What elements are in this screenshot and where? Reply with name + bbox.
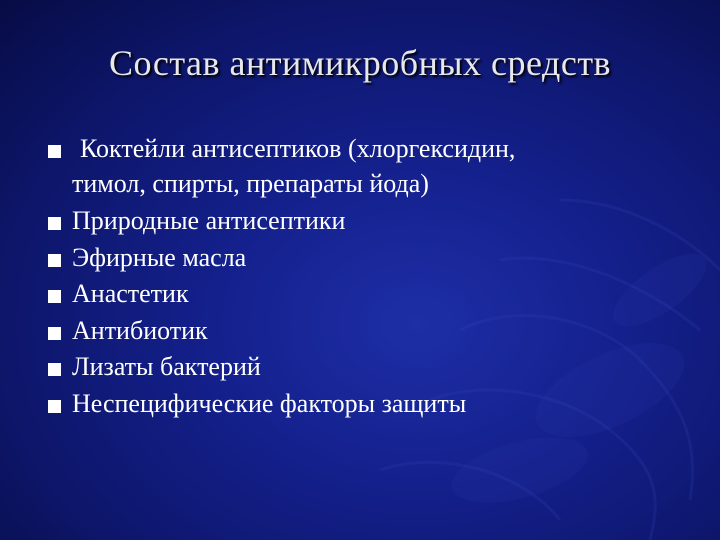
decor-blob	[445, 425, 595, 515]
bullet-text: Эфирные масла	[72, 242, 247, 272]
bullet-text: Антибиотик	[72, 315, 208, 345]
bullet-text: Коктейли антисептиков (хлоргексидин, тимол, спирты, препараты йода)	[72, 134, 516, 198]
bullet-text: Неспецифические факторы защиты	[72, 388, 467, 418]
bullet-text: Природные антисептики	[72, 206, 346, 235]
square-bullet-icon	[48, 363, 61, 376]
square-bullet-icon	[48, 327, 61, 340]
slide-title: Состав антимикробных средств	[108, 43, 612, 83]
bullet-item	[46, 313, 706, 348]
bullet-item	[46, 131, 706, 201]
bullet-list	[46, 131, 706, 422]
square-bullet-icon	[48, 400, 61, 413]
bullet-text: Анастетик	[72, 279, 189, 308]
bullet-item	[46, 349, 706, 384]
square-bullet-icon	[48, 217, 61, 230]
bullet-item	[46, 203, 706, 238]
bullet-item	[46, 276, 706, 311]
bullet-item	[46, 240, 706, 275]
bullet-text: Лизаты бактерий	[72, 352, 261, 381]
bullet-item	[46, 386, 706, 421]
square-bullet-icon	[48, 145, 61, 158]
square-bullet-icon	[48, 254, 61, 267]
square-bullet-icon	[48, 290, 61, 303]
